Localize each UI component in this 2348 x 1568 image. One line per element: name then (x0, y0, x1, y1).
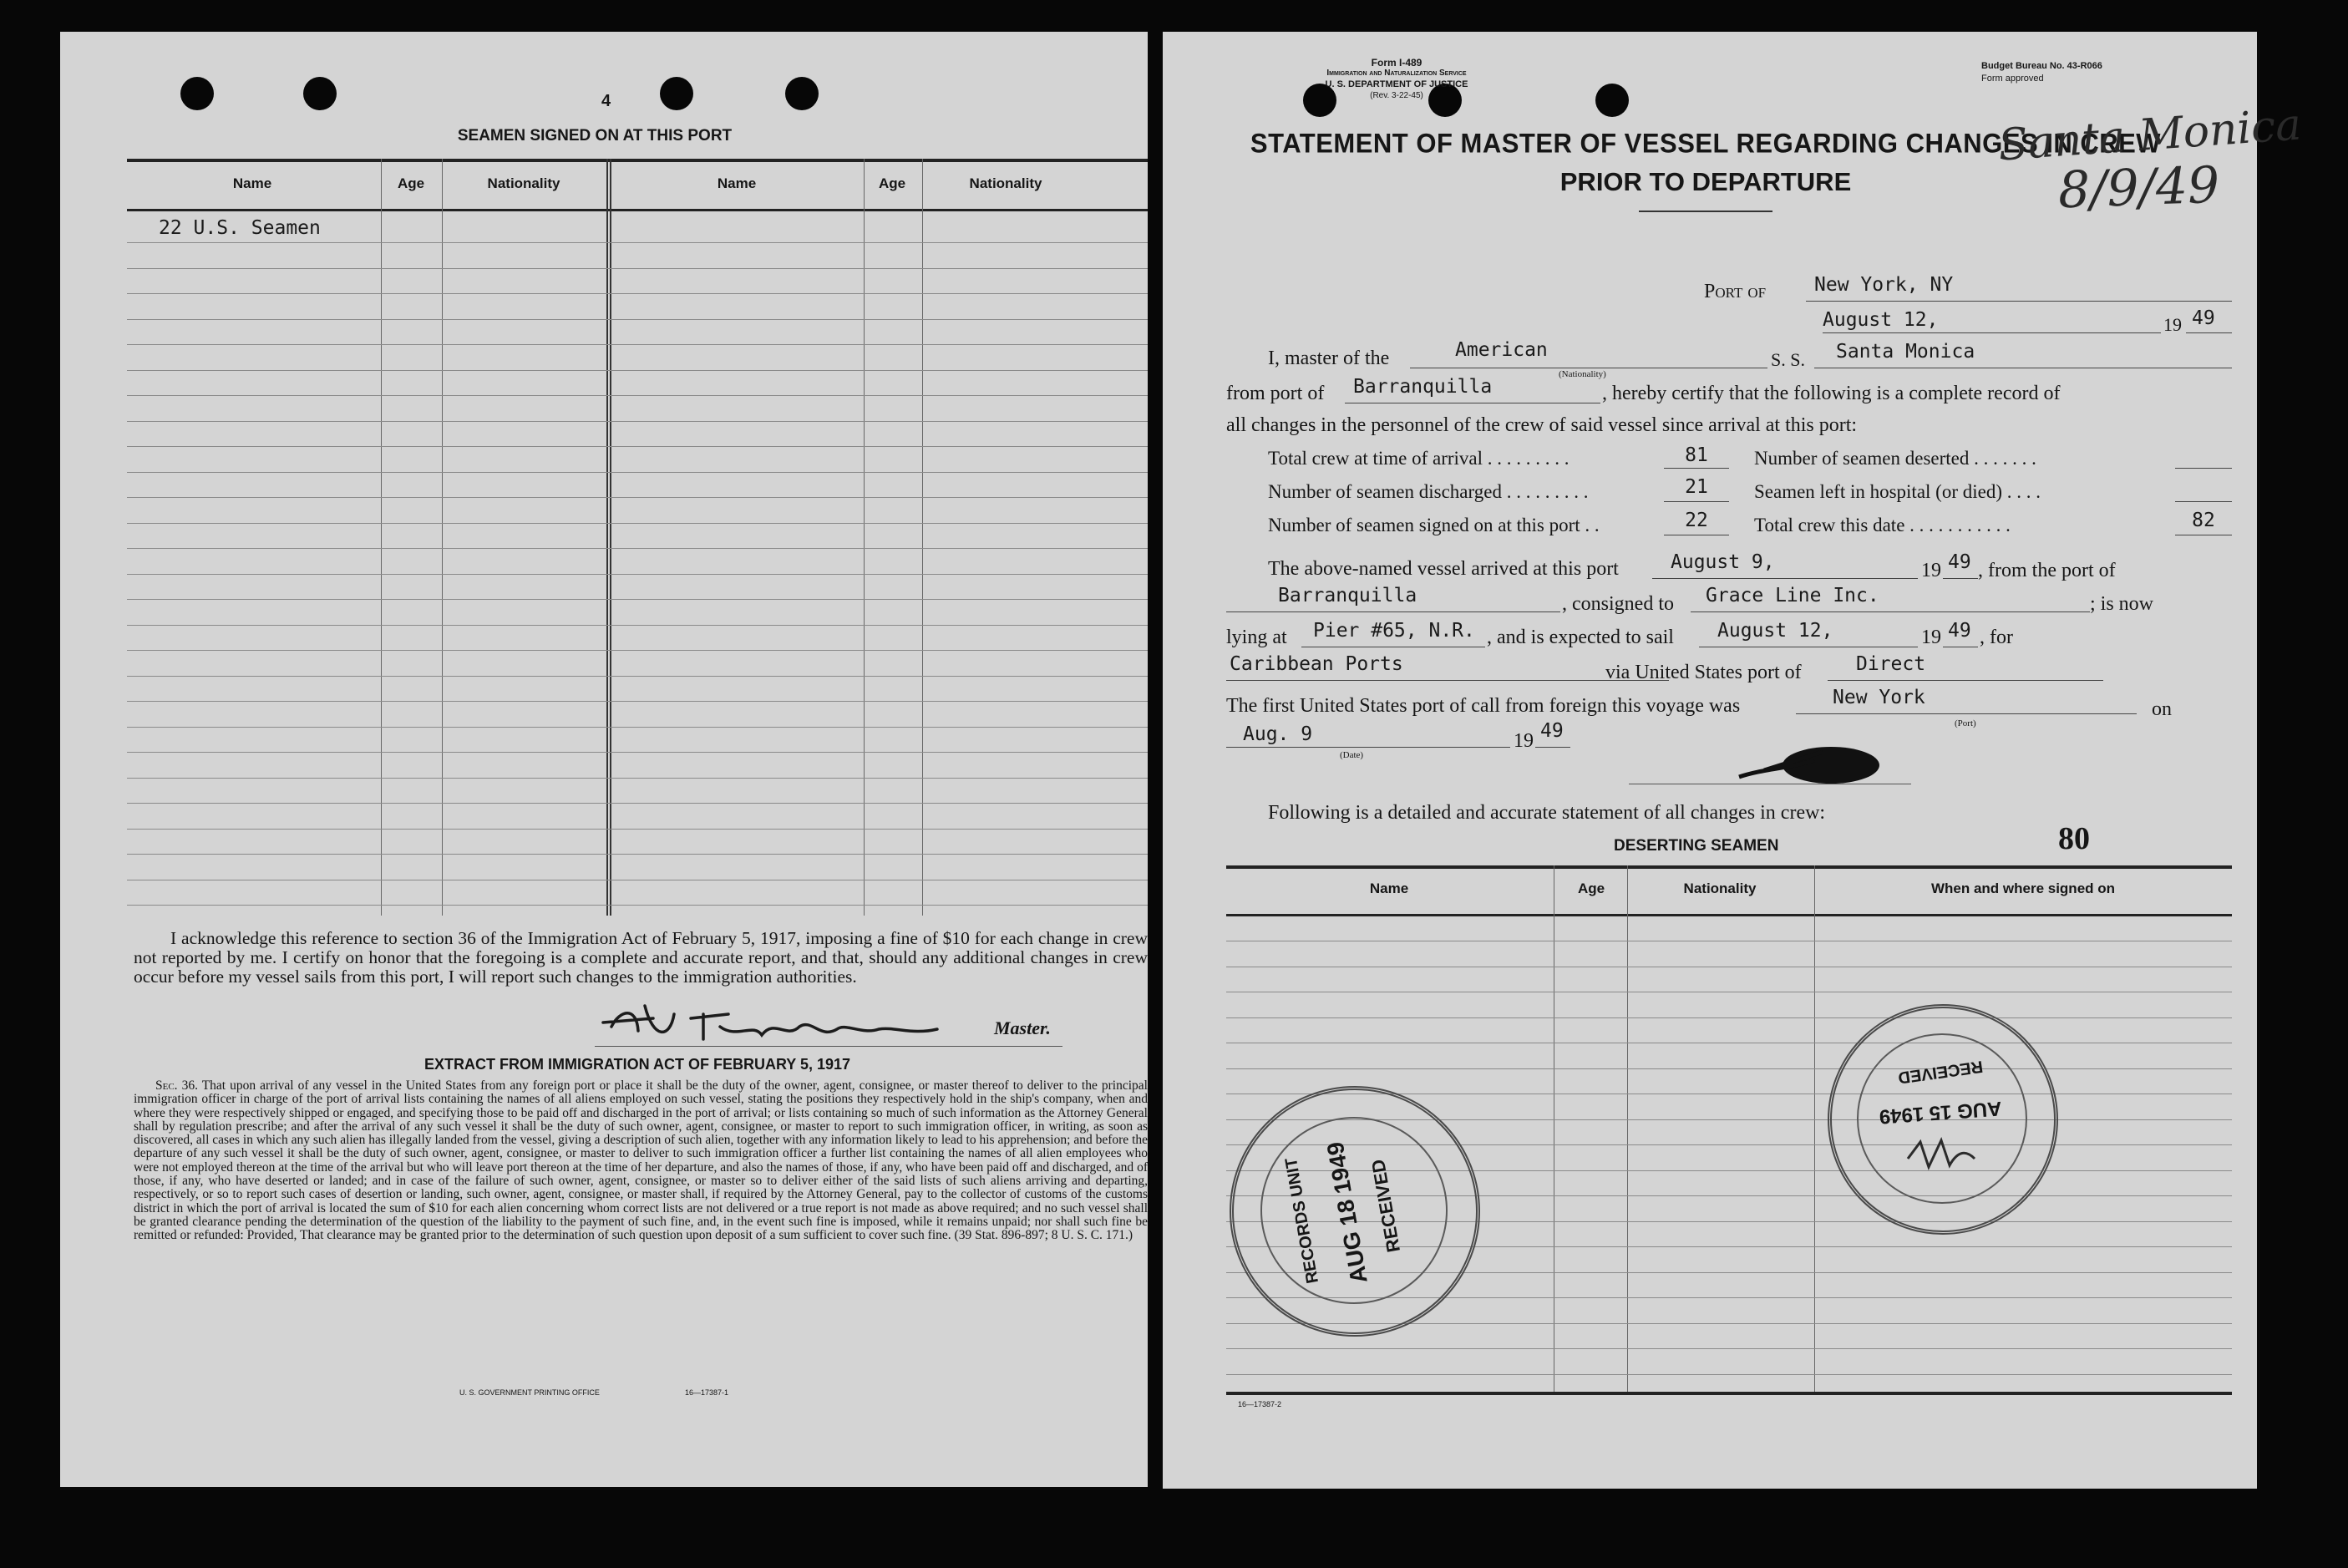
punch-hole (660, 77, 693, 110)
destination-field (1226, 680, 1669, 681)
table-row-rule (127, 905, 1148, 906)
for-label: , for (1980, 627, 2013, 648)
certification-text: I acknowledge this reference to section 36 of the Immigration Act of February 5, 1917, imposing a fine of $10 for each change in crew not reported by me. I certify on honor that the foregoing is a complete and accurate report, and that, should any additional changes in crew occur before my vessel sails from this port, I will report such changes to the immigration authorities. (134, 928, 1148, 987)
table-row-rule (127, 778, 1148, 779)
table-row-rule (127, 293, 1148, 294)
stat-discharged-label: Number of seamen discharged (1268, 481, 1502, 502)
stat-label-discharged: Number of seamen discharged . . . . . . . . . (1268, 481, 1589, 502)
stat-label-hospital: Seamen left in hospital (or died) . . . . (1754, 481, 2041, 502)
right-print-code: 16—17387-2 (1238, 1400, 1282, 1408)
punch-hole (303, 77, 337, 110)
table-row-rule (127, 421, 1148, 422)
col-nationality-header: Nationality (487, 175, 560, 191)
col-name-header: Name (232, 175, 272, 191)
table-row-rule (127, 752, 1148, 753)
from-port-value: Barranquilla (1353, 376, 1493, 398)
nationality-caption: (Nationality) (1559, 369, 1606, 379)
stat-signed-on-label: Number of seamen signed on at this port (1268, 515, 1580, 535)
section-title: SEAMEN SIGNED ON AT THIS PORT (457, 127, 733, 145)
via-port: Direct (1856, 653, 1926, 675)
extract-text: That upon arrival of any vessel in the United States from any foreign port or place it shall be the duty of the owner, agent, consignee, or master thereof to deliver to the principal immigration officer in charge of the port of arrival lists containing the names of all aliens employed on such vessel, stating the positions they respectively hold in the ship's company, when and where they were respectively shipped or engaged, and specifying those to be paid off and discharged in the port of arrival; or lists containing so much of such information as the Attorney General shall by regulation prescribe; and after the arrival of any such vessel it shall be the duty of such owner, agent, consignee, or master to report to such immigration officer, in writing, as soon as discovered, all cases in which any such alien has illegally landed from the vessel, giving a description of such alien, together with any information likely to lead to his apprehension; and before the departure of any such vessel it shall be the duty of such owner, agent, consignee, or master to deliver to such immigration officer a further list containing the names of all alien employees who were not employed thereon at the time of the arrival but who will leave port thereon at the time of her departure, and also the names of those, if any, who have been paid off and discharged, and of those, if any, who have deserted or landed; and in case of the failure of such owner, agent, consignee, or master so to deliver either of the said lists of such aliens arriving and departing, respectively, or so to report such cases of desertion or landing, such owner, agent, consignee, or master shall, if required by the Attorney General, pay to the collector of customs of the customs district in which the port of arrival is located the sum of $10 for each alien concerning whom correct lists are not delivered or a true report is not made as above required; and no such vessel shall be granted clearance pending the determination of the question of the liability to the payment of such fine, and, in the event such fine is imposed, while it remains unpaid; nor shall such fine be remitted or refunded: Provided, That clearance may be granted prior to the determination of such question upon deposit of a sum sufficient to cover such fine. (134, 1078, 1148, 1243)
table-row-rule (127, 625, 1148, 626)
table-row-rule (127, 472, 1148, 473)
table-row-rule (127, 548, 1148, 549)
handwritten-number: 80 (2058, 821, 2090, 856)
table-row-rule (127, 319, 1148, 320)
arrived-date: August 9, (1671, 551, 1775, 573)
pier: Pier #65, N.R. (1313, 620, 1475, 642)
date-value: August 12, (1823, 309, 1939, 331)
form-number: Form I-489 (1371, 57, 1422, 69)
first-year-field (1535, 747, 1570, 748)
date-field (1823, 332, 2161, 333)
table-row-rule (127, 523, 1148, 524)
table-row-rule (127, 395, 1148, 396)
certify-text: , hereby certify that the following is a complete record of (1602, 383, 2061, 404)
desert-column-divider (1627, 865, 1628, 1392)
desert-col-name: Name (1369, 880, 1409, 896)
first-port-field (1796, 713, 2137, 714)
desert-col-signed-on: When and where signed on (1930, 880, 2116, 896)
col-age-header-2: Age (878, 175, 906, 191)
received-stamp-right (1828, 1004, 2058, 1235)
table-row-rule (127, 446, 1148, 447)
punch-hole (180, 77, 214, 110)
annotation-date: 8/9/49 (2056, 155, 2221, 221)
consignee: Grace Line Inc. (1706, 585, 1879, 606)
stat-total-label: Total crew this date (1754, 515, 1905, 535)
consigned-label: , consigned to (1562, 593, 1674, 615)
destination: Caribbean Ports (1230, 653, 1403, 675)
vessel-name: Santa Monica (1836, 341, 1975, 363)
table-row-rule (127, 344, 1148, 345)
stat-arrival-field (1664, 468, 1729, 469)
table-row-rule (127, 803, 1148, 804)
stat-discharged-field (1664, 501, 1729, 502)
stat-deserted-field (2175, 468, 2232, 469)
table-row-rule (127, 829, 1148, 830)
date-caption: (Date) (1340, 750, 1364, 760)
deserting-title: DESERTING SEAMEN (1614, 837, 1779, 855)
desert-column-divider (1814, 865, 1815, 1392)
master-label: I, master of the (1268, 348, 1390, 369)
stat-label-signed-on: Number of seamen signed on at this port . . (1268, 515, 1600, 535)
stamp-initials (1904, 1134, 1979, 1175)
table-row-rule (127, 854, 1148, 855)
table-row-rule (127, 599, 1148, 600)
table-row-rule (1226, 1348, 2232, 1349)
agency-line2: U. S. DEPARTMENT OF JUSTICE (1325, 79, 1468, 89)
table-row-rule (127, 701, 1148, 702)
stamp-left-unit: RECORDS UNIT (1281, 1156, 1323, 1285)
annotation-ship-name: Santa Monica (1996, 99, 2303, 171)
title-rule (1639, 211, 1772, 212)
date-year: 49 (2192, 307, 2215, 329)
agency-line1: Immigration and Naturalization Service (1326, 69, 1467, 78)
first-date: Aug. 9 (1243, 723, 1313, 745)
form-title-line1: STATEMENT OF MASTER OF VESSEL REGARDING CHANGES IN CREW (1250, 128, 2162, 159)
first-date-field (1226, 747, 1510, 748)
desert-col-nationality: Nationality (1683, 880, 1757, 896)
stat-arrival-value: 81 (1685, 444, 1708, 466)
stamp-right-date: AUG 15 1949 (1878, 1096, 2003, 1129)
via-label: via United States port of (1605, 662, 1802, 683)
first-year-prefix: 19 (1514, 730, 1534, 752)
punch-hole (785, 77, 819, 110)
ss-label: S. S. (1771, 349, 1805, 370)
first-port: New York (1833, 687, 1925, 708)
stat-discharged-value: 21 (1685, 476, 1708, 498)
table-row-rule (127, 650, 1148, 651)
page-number: 4 (601, 92, 611, 110)
stat-label-arrival: Total crew at time of arrival . . . . . . . . . (1268, 448, 1570, 469)
year-prefix: 19 (2163, 314, 2182, 335)
port-caption: (Port) (1955, 718, 1976, 728)
consignee-field (1691, 611, 2090, 612)
stat-label-deserted: Number of seamen deserted . . . . . . . (1754, 448, 2036, 469)
table-top-rule (127, 159, 1148, 162)
signed-on-entry: 22 U.S. Seamen (159, 217, 321, 239)
lying-label: lying at (1226, 627, 1287, 648)
port-value: New York, NY (1814, 274, 1954, 296)
table-row-rule (127, 242, 1148, 243)
year-field (2186, 332, 2232, 333)
stat-label-total: Total crew this date . . . . . . . . . . . (1754, 515, 2011, 535)
col-nationality-header-2: Nationality (969, 175, 1042, 191)
extract-title: EXTRACT FROM IMMIGRATION ACT OF FEBRUARY 5, 1917 (423, 1056, 851, 1073)
stat-total-value: 82 (2192, 510, 2215, 531)
certify-text-2: all changes in the personnel of the crew of said vessel since arrival at this port: (1226, 414, 1858, 436)
first-year: 49 (1540, 720, 1564, 742)
via-port-field (1828, 680, 2103, 681)
desert-table-header-rule (1226, 914, 2232, 916)
table-row-rule (1226, 1017, 2232, 1018)
stamp-left-word: RECEIVED (1367, 1157, 1405, 1255)
left-print-code: 16—17387-1 (685, 1388, 729, 1397)
extract-section: Sec. 36. (155, 1078, 198, 1093)
table-row-rule (1226, 1374, 2232, 1375)
extract-citation: (39 Stat. 896-897; 8 U. S. C. 171.) (954, 1228, 1133, 1243)
form-revision: (Rev. 3-22-45) (1370, 91, 1423, 100)
stat-hospital-label: Seamen left in hospital (or died) (1754, 481, 2003, 502)
arrived-year-field (1943, 578, 1978, 579)
following-text: Following is a detailed and accurate statement of all changes in crew: (1268, 802, 1826, 824)
origin-port-field (1226, 611, 1560, 612)
from-port-label: from port of (1226, 383, 1325, 404)
table-row-rule (127, 268, 1148, 269)
first-port-label: The first United States port of call from foreign this voyage was (1226, 695, 1741, 717)
received-stamp-left (1230, 1086, 1480, 1337)
expected-label: , and is expected to sail (1487, 627, 1674, 648)
arrived-label: The above-named vessel arrived at this port (1268, 558, 1619, 580)
table-row-rule (127, 727, 1148, 728)
printer-line: U. S. GOVERNMENT PRINTING OFFICE (459, 1388, 600, 1397)
desert-table-bottom-rule (1226, 1392, 2232, 1395)
table-row-rule (127, 370, 1148, 371)
form-approved: Form approved (1981, 74, 2044, 84)
desert-col-age: Age (1577, 880, 1605, 896)
stat-hospital-field (2175, 501, 2232, 502)
desert-table-top-rule (1226, 865, 2232, 869)
stat-arrival-label: Total crew at time of arrival (1268, 448, 1483, 469)
budget-bureau: Budget Bureau No. 43-R066 (1981, 61, 2102, 71)
table-header-rule (127, 209, 1148, 211)
col-name-header-2: Name (717, 175, 757, 191)
table-row-rule (127, 676, 1148, 677)
arrived-date-field (1652, 578, 1918, 579)
form-title-line2: PRIOR TO DEPARTURE (1559, 167, 1852, 196)
origin-port: Barranquilla (1278, 585, 1417, 606)
from-the-port-label: , from the port of (1978, 560, 2116, 581)
stamp-right-word: RECEIVED (1896, 1056, 1985, 1088)
ink-smudge (1731, 735, 1898, 794)
signature-line (595, 1046, 1062, 1047)
sail-date: August 12, (1717, 620, 1833, 642)
port-field (1806, 301, 2232, 302)
table-row-rule (127, 497, 1148, 498)
port-label: Port of (1704, 281, 1767, 302)
master-label: Master. (994, 1017, 1051, 1038)
right-page (1163, 32, 2303, 1489)
col-age-header: Age (397, 175, 425, 191)
arrived-year: 49 (1948, 551, 1971, 573)
stat-signed-on-value: 22 (1685, 510, 1708, 531)
nationality-value: American (1455, 339, 1548, 361)
is-now-label: ; is now (2090, 593, 2154, 615)
table-row-rule (127, 574, 1148, 575)
stat-deserted-label: Number of seamen deserted (1754, 448, 1970, 469)
sail-year: 49 (1948, 620, 1971, 642)
arrived-year-prefix: 19 (1921, 560, 1941, 581)
extract-body (134, 1079, 1148, 1243)
stamp-left-date: AUG 18 1949 (1321, 1139, 1372, 1286)
sail-year-prefix: 19 (1921, 627, 1941, 648)
table-row-rule (1226, 1068, 2232, 1069)
left-page (60, 32, 1148, 1487)
on-label: on (2152, 698, 2172, 720)
